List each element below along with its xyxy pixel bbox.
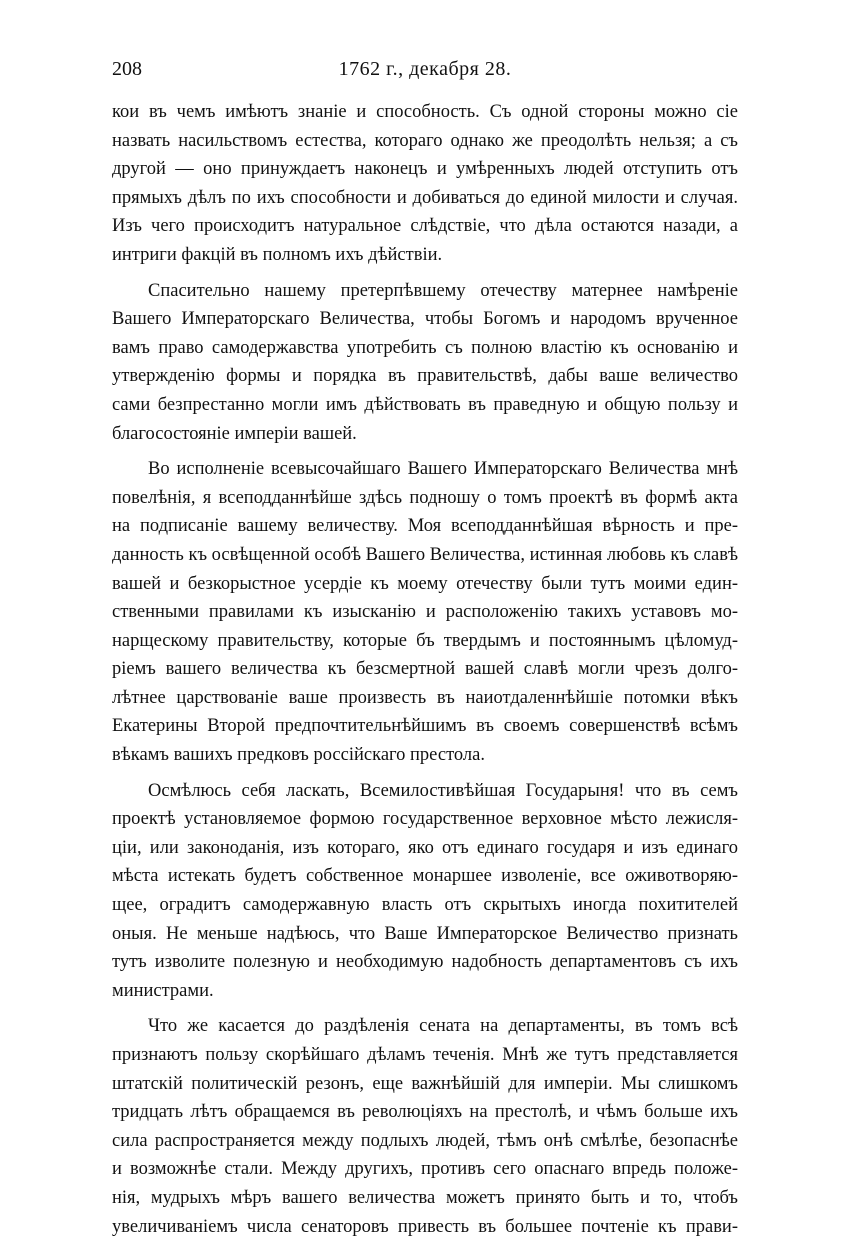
text-line: вамъ право самодержавства употребить съ полною властію къ основанію и (112, 337, 738, 358)
text-line: Вашего Императорскаго Величества, чтобы Богомъ и народомъ врученное (112, 309, 738, 330)
text-line: щее, оградитъ самодержавную власть отъ скрытыхъ иногда похитителей (112, 895, 738, 916)
text-line: сами безпрестанно могли имъ дѣйствовать въ праведную и общую пользу и (112, 394, 738, 415)
text-line: штатскій политическій резонъ, еще важнѣйшій для имперіи. Мы слишкомъ (112, 1073, 738, 1094)
running-head: 1762 г., декабря 28. (338, 58, 512, 80)
text-line: признаютъ пользу скорѣйшаго дѣламъ теченія. Мнѣ же тутъ представляется (112, 1045, 738, 1065)
text-line: мѣста истекать будетъ собственное монаршее изволеніе, все оживотворяю- (112, 866, 738, 887)
paragraph (112, 1012, 738, 1241)
text-line: повелѣнія, я всеподданнѣйше здѣсь подношу о томъ проектѣ въ формѣ акта (112, 487, 738, 508)
text-line: Екатерины Второй предпочтительнѣйшимъ въ своемъ совершенствѣ всѣмъ (112, 716, 738, 737)
text-line: интриги факцій въ полномъ ихъ дѣйствіи. (112, 244, 443, 265)
text-line: ціи, или законоданія, изъ котораго, яко отъ единаго государя и изъ единаго (112, 837, 738, 858)
text-line: министрами. (112, 980, 214, 1001)
text-line: тутъ изволите полезную и необходимую надобность департаментовъ съ ихъ (112, 952, 738, 973)
paragraph (112, 277, 738, 449)
text-line: Во исполненіе всевысочайшаго Вашего Императорскаго Величества мнѣ (148, 459, 738, 480)
text-line: нія, мудрыхъ мѣръ вашего величества можетъ принято быть и то, чтобъ (112, 1187, 738, 1208)
text-line: ріемъ вашего величества къ безсмертной вашей славѣ могли чрезъ долго- (112, 659, 738, 680)
text-line: Изъ чего происходитъ натуральное слѣдствіе, что дѣла остаются назади, а (112, 216, 738, 237)
text-line: кои въ чемъ имѣютъ знаніе и способность. Съ одной стороны можно сіе (112, 102, 738, 122)
text-line: вашей и безкорыстное усердіе къ моему отечеству были тутъ моими един- (112, 573, 738, 594)
text-line: на подписаніе вашему величеству. Моя всеподданнѣйшая вѣрность и пре- (112, 516, 738, 537)
text-line: увеличиваніемъ числа сенаторовъ привесть въ большее почтеніе къ прави- (112, 1216, 738, 1237)
text-line: Осмѣлюсь себя ласкать, Всемилостивѣйшая Государыня! что въ семъ (148, 780, 738, 801)
text-line: лѣтнее царствованіе ваше произвесть въ наиотдаленнѣйшіе потомки вѣкъ (112, 687, 738, 708)
text-line: Что же касается до раздѣленія сената на департаменты, въ томъ всѣ (148, 1016, 738, 1037)
text-line: Спасительно нашему претерпѣвшему отечеству матернее намѣреніе (148, 280, 738, 301)
text-line: ственными правилами къ изысканію и расположенію такихъ уставовъ мо- (112, 602, 738, 623)
text-line: проектѣ установляемое формою государственное верховное мѣсто лежисля- (112, 809, 738, 830)
paragraph (112, 455, 738, 770)
paragraph (112, 98, 738, 270)
text-line: оныя. Не меньше надѣюсь, что Ваше Императорское Величество признать (112, 923, 738, 944)
text-line: прямыхъ дѣлъ по ихъ способности и добиваться до единой милости и случая. (112, 187, 738, 208)
text-line: другой — оно принуждаетъ наконецъ и умѣренныхъ людей отступить отъ (112, 159, 738, 180)
text-line: благосостояніе имперіи вашей. (112, 423, 357, 444)
paragraph (112, 777, 738, 1006)
text-line: тридцать лѣтъ обращаемся въ революціяхъ на престолѣ, и чѣмъ больше ихъ (112, 1102, 738, 1123)
text-line: утвержденію формы и порядка въ правительствѣ, дабы ваше величество (112, 366, 738, 387)
page-number: 208 (112, 58, 142, 80)
text-line: данность къ освѣщенной особѣ Вашего Величества, истинная любовь къ славѣ (112, 544, 738, 565)
text-line: и возможнѣе стали. Между другихъ, противъ сего опаснаго впредь положе- (112, 1159, 738, 1180)
text-line: вѣкамъ вашихъ предковъ россійскаго престола. (112, 745, 485, 766)
text-line: назвать насильствомъ естества, котораго однако же преодолѣть нельзя; а съ (112, 130, 738, 151)
page-header (112, 58, 738, 88)
text-line: нарщескому правительству, которые бъ твердымъ и постояннымъ цѣломуд- (112, 630, 738, 651)
body-text (112, 98, 738, 1248)
text-line: сила распространяется между подлыхъ людей, тѣмъ онѣ смѣлѣе, безопаснѣе (112, 1130, 738, 1151)
